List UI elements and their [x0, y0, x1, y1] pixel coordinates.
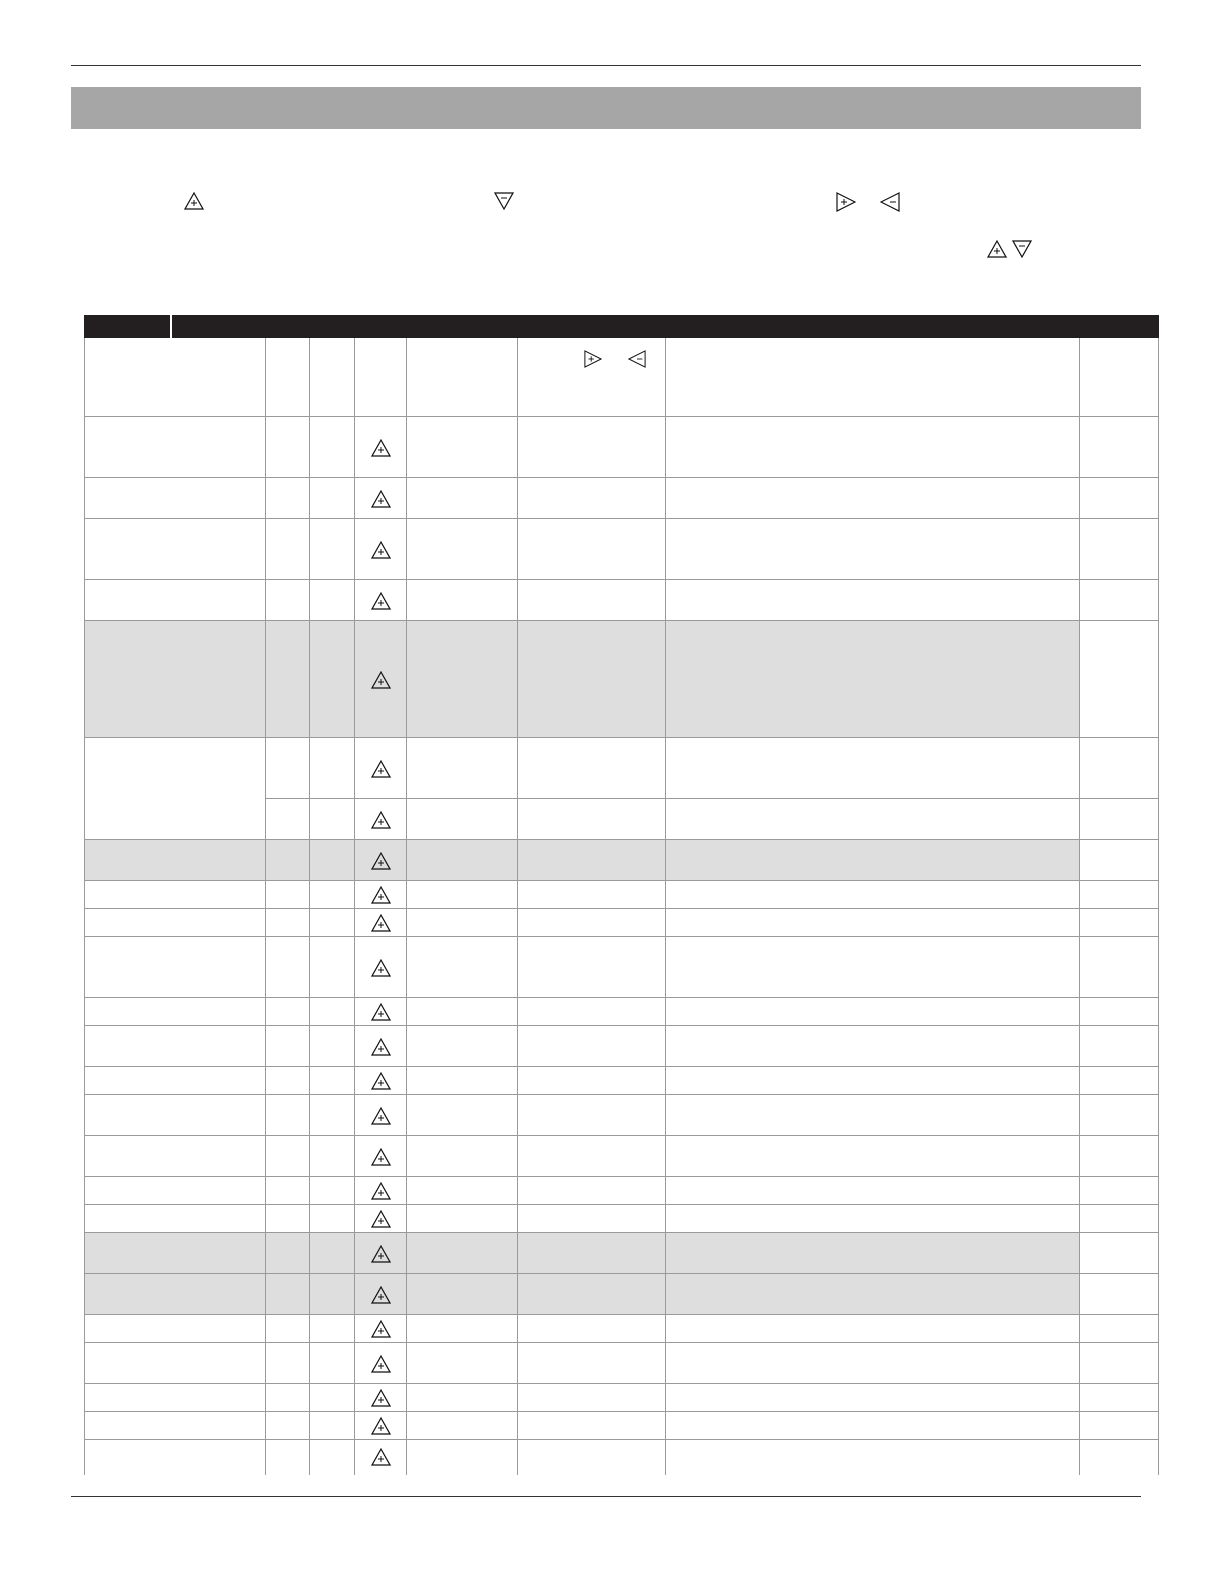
column-separator [406, 338, 407, 1475]
table-cell [1080, 937, 1159, 997]
table-cell [1080, 621, 1159, 737]
table-row [84, 937, 1159, 998]
up-plus-triangle-icon [371, 886, 391, 904]
table-cell [1080, 519, 1159, 579]
table-cell [1080, 1412, 1159, 1439]
table-row [84, 519, 1159, 580]
column-separator [265, 338, 266, 1475]
up-plus-triangle-icon [371, 671, 391, 689]
up-plus-triangle-icon [371, 1210, 391, 1228]
table-cell [1080, 881, 1159, 908]
table-row [84, 840, 1159, 881]
table-row [84, 998, 1159, 1026]
up-plus-triangle-icon [371, 1107, 391, 1125]
table-cell [1080, 1026, 1159, 1066]
up-plus-triangle-icon [371, 541, 391, 559]
table-row [84, 1315, 1159, 1343]
table-cell [1080, 1384, 1159, 1411]
up-plus-triangle-icon [371, 1355, 391, 1373]
table-cell [1080, 478, 1159, 518]
merged-cell [84, 798, 265, 800]
table-row [84, 1412, 1159, 1440]
table-cell [1080, 1177, 1159, 1204]
table-cell [1080, 799, 1159, 839]
table-cell [1080, 580, 1159, 620]
table-row [84, 1095, 1159, 1136]
down-minus-triangle-icon [1012, 240, 1032, 258]
table-row [84, 1440, 1159, 1474]
up-plus-triangle-icon [371, 1182, 391, 1200]
table-cell [1080, 1136, 1159, 1176]
up-plus-triangle-icon [371, 852, 391, 870]
table-cell [1080, 1274, 1159, 1314]
column-separator [1079, 338, 1080, 1475]
table-cell [1080, 1067, 1159, 1094]
table-row [84, 738, 1159, 799]
table-cell [1080, 1440, 1159, 1474]
up-plus-triangle-icon [371, 1417, 391, 1435]
down-minus-triangle-icon [494, 192, 514, 210]
up-plus-triangle-icon [371, 811, 391, 829]
table-row [84, 909, 1159, 937]
up-plus-triangle-icon [371, 1038, 391, 1056]
up-plus-triangle-icon [371, 439, 391, 457]
top-rule [71, 65, 1141, 66]
table-row [84, 417, 1159, 478]
left-minus-triangle-icon [628, 349, 646, 369]
column-separator [354, 338, 355, 1475]
up-plus-triangle-icon [371, 1286, 391, 1304]
column-separator [84, 338, 85, 1475]
up-plus-triangle-icon [371, 592, 391, 610]
table-cell [1080, 1095, 1159, 1135]
table-row [84, 1177, 1159, 1205]
column-separator [1158, 338, 1159, 1475]
table-row [84, 1233, 1159, 1274]
up-plus-triangle-icon [987, 240, 1007, 258]
right-plus-triangle-icon [584, 349, 602, 369]
table-cell [1080, 998, 1159, 1025]
table-cell [1080, 417, 1159, 477]
table-cell [1080, 1343, 1159, 1383]
table-row [84, 799, 1159, 840]
left-minus-triangle-icon [880, 192, 900, 212]
table-cell [1080, 909, 1159, 936]
table-header-bar [84, 315, 1159, 338]
table-row [84, 621, 1159, 738]
up-plus-triangle-icon [371, 1003, 391, 1021]
up-plus-triangle-icon [184, 192, 204, 210]
up-plus-triangle-icon [371, 1245, 391, 1263]
table-cell [1080, 840, 1159, 880]
table-row [84, 580, 1159, 621]
table-row [84, 1343, 1159, 1384]
up-plus-triangle-icon [371, 1389, 391, 1407]
table-row [84, 1136, 1159, 1177]
table-row [84, 1384, 1159, 1412]
up-plus-triangle-icon [371, 914, 391, 932]
column-separator [309, 338, 310, 1475]
column-separator [517, 338, 518, 1475]
up-plus-triangle-icon [371, 1448, 391, 1466]
right-plus-triangle-icon [836, 192, 856, 212]
up-plus-triangle-icon [371, 1072, 391, 1090]
up-plus-triangle-icon [371, 490, 391, 508]
table-cell [1080, 1205, 1159, 1232]
table-row [84, 1067, 1159, 1095]
section-banner [71, 87, 1141, 129]
up-plus-triangle-icon [371, 1148, 391, 1166]
table-cell [1080, 738, 1159, 798]
table-column-header-row [84, 338, 1159, 417]
up-plus-triangle-icon [371, 760, 391, 778]
table-cell [1080, 338, 1159, 416]
table-cell [1080, 1233, 1159, 1273]
bottom-rule [71, 1496, 1141, 1497]
table-row [84, 478, 1159, 519]
up-plus-triangle-icon [371, 959, 391, 977]
table-row [84, 1205, 1159, 1233]
table-row [84, 1274, 1159, 1315]
table-row [84, 1026, 1159, 1067]
table-header-divider [170, 315, 172, 338]
table-row [84, 881, 1159, 909]
column-separator [665, 338, 666, 1475]
table-cell [1080, 1315, 1159, 1342]
up-plus-triangle-icon [371, 1320, 391, 1338]
